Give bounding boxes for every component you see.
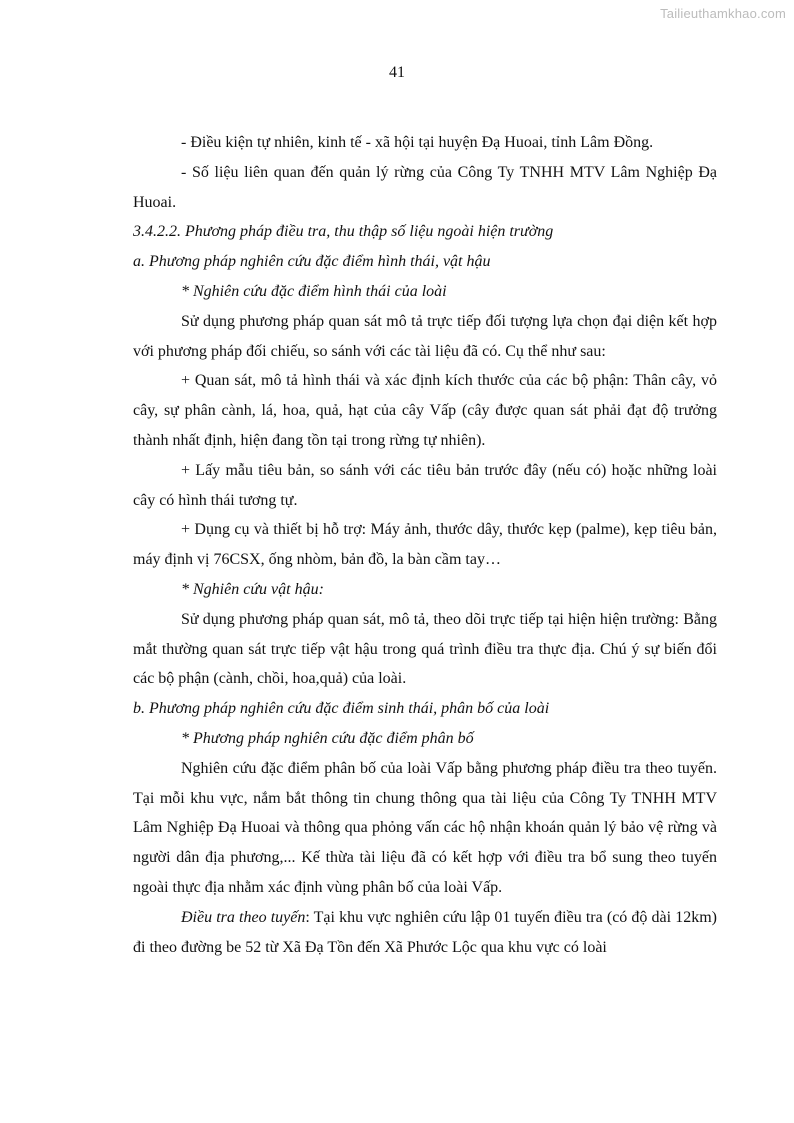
section-heading-3-4-2-2: 3.4.2.2. Phương pháp điều tra, thu thập số liệu ngoài hiện trường bbox=[133, 223, 554, 241]
watermark: Tailieuthamkhao.com bbox=[660, 6, 786, 21]
subheading-b: b. Phương pháp nghiên cứu đặc điểm sinh thái, phân bố của loài bbox=[133, 700, 550, 718]
subheading-morphology: * Nghiên cứu đặc điểm hình thái của loài bbox=[181, 282, 447, 300]
page-number: 41 bbox=[389, 64, 405, 81]
subheading-distribution: * Phương pháp nghiên cứu đặc điểm phân bố bbox=[181, 729, 474, 747]
paragraph-observe-describe: + Quan sát, mô tả hình thái và xác định kích thước của các bộ phận: Thân cây, vỏ cây, sự phân cành, lá, hoa, quả, hạt của cây Vấp (cây được quan sát phải đạt độ trưởng thành nhất định, hiện đang tồn tại trong rừng tự nhiên). bbox=[133, 372, 717, 449]
subheading-phenology: * Nghiên cứu vật hậu: bbox=[181, 580, 324, 598]
paragraph-natural-conditions: - Điều kiện tự nhiên, kinh tế - xã hội tại huyện Đạ Huoai, tỉnh Lâm Đồng. bbox=[181, 134, 654, 151]
paragraph-distribution-method: Nghiên cứu đặc điểm phân bố của loài Vấp bằng phương pháp điều tra theo tuyến. Tại mỗi khu vực, nắm bắt thông tin chung thông qua tài liệu của Công Ty TNHH MTV Lâm Nghiệp Đạ Huoai và thông qua phỏng vấn các hộ nhận khoán quản lý bảo vệ rừng và người dân địa phương,... Kế thừa tài liệu đã có kết hợp với điều tra bổ sung theo tuyến ngoài thực địa nhằm xác định vùng phân bố của loài Vấp. bbox=[133, 759, 717, 896]
transect-survey-text: : Tại khu vực nghiên cứu lập 01 tuyến điều tra (có độ dài 12km) đi theo đường be 52 từ Xã Đạ Tồn đến Xã Phước Lộc qua khu vực có loài bbox=[133, 908, 717, 956]
paragraph-phenology-method: Sử dụng phương pháp quan sát, mô tả, theo dõi trực tiếp tại hiện hiện trường: Bằng mắt thường quan sát trực tiếp vật hậu trong quá trình điều tra thực địa. Chú ý sự biến đổi các bộ phận (cành, chồi, hoa,quả) của loài. bbox=[133, 610, 717, 688]
subheading-a: a. Phương pháp nghiên cứu đặc điểm hình thái, vật hậu bbox=[133, 253, 491, 271]
paragraph-forest-data: - Số liệu liên quan đến quản lý rừng của Công Ty TNHH MTV Lâm Nghiệp Đạ Huoai. bbox=[133, 163, 717, 211]
paragraph-observation-method: Sử dụng phương pháp quan sát mô tả trực tiếp đối tượng lựa chọn đại diện kết hợp với phương pháp đối chiếu, so sánh với các tài liệu đã có. Cụ thể như sau: bbox=[133, 312, 717, 360]
transect-survey-lead: Điều tra theo tuyến bbox=[181, 908, 306, 926]
paragraph-tools: + Dụng cụ và thiết bị hỗ trợ: Máy ảnh, thước dây, thước kẹp (palme), kẹp tiêu bản, máy định vị 76CSX, ống nhòm, bản đồ, la bàn cầm tay… bbox=[133, 521, 717, 569]
paragraph-transect-survey bbox=[133, 903, 717, 963]
document-body bbox=[133, 128, 717, 962]
paragraph-specimens: + Lấy mẫu tiêu bản, so sánh với các tiêu bản trước đây (nếu có) hoặc những loài cây có hình thái tương tự. bbox=[133, 461, 717, 509]
